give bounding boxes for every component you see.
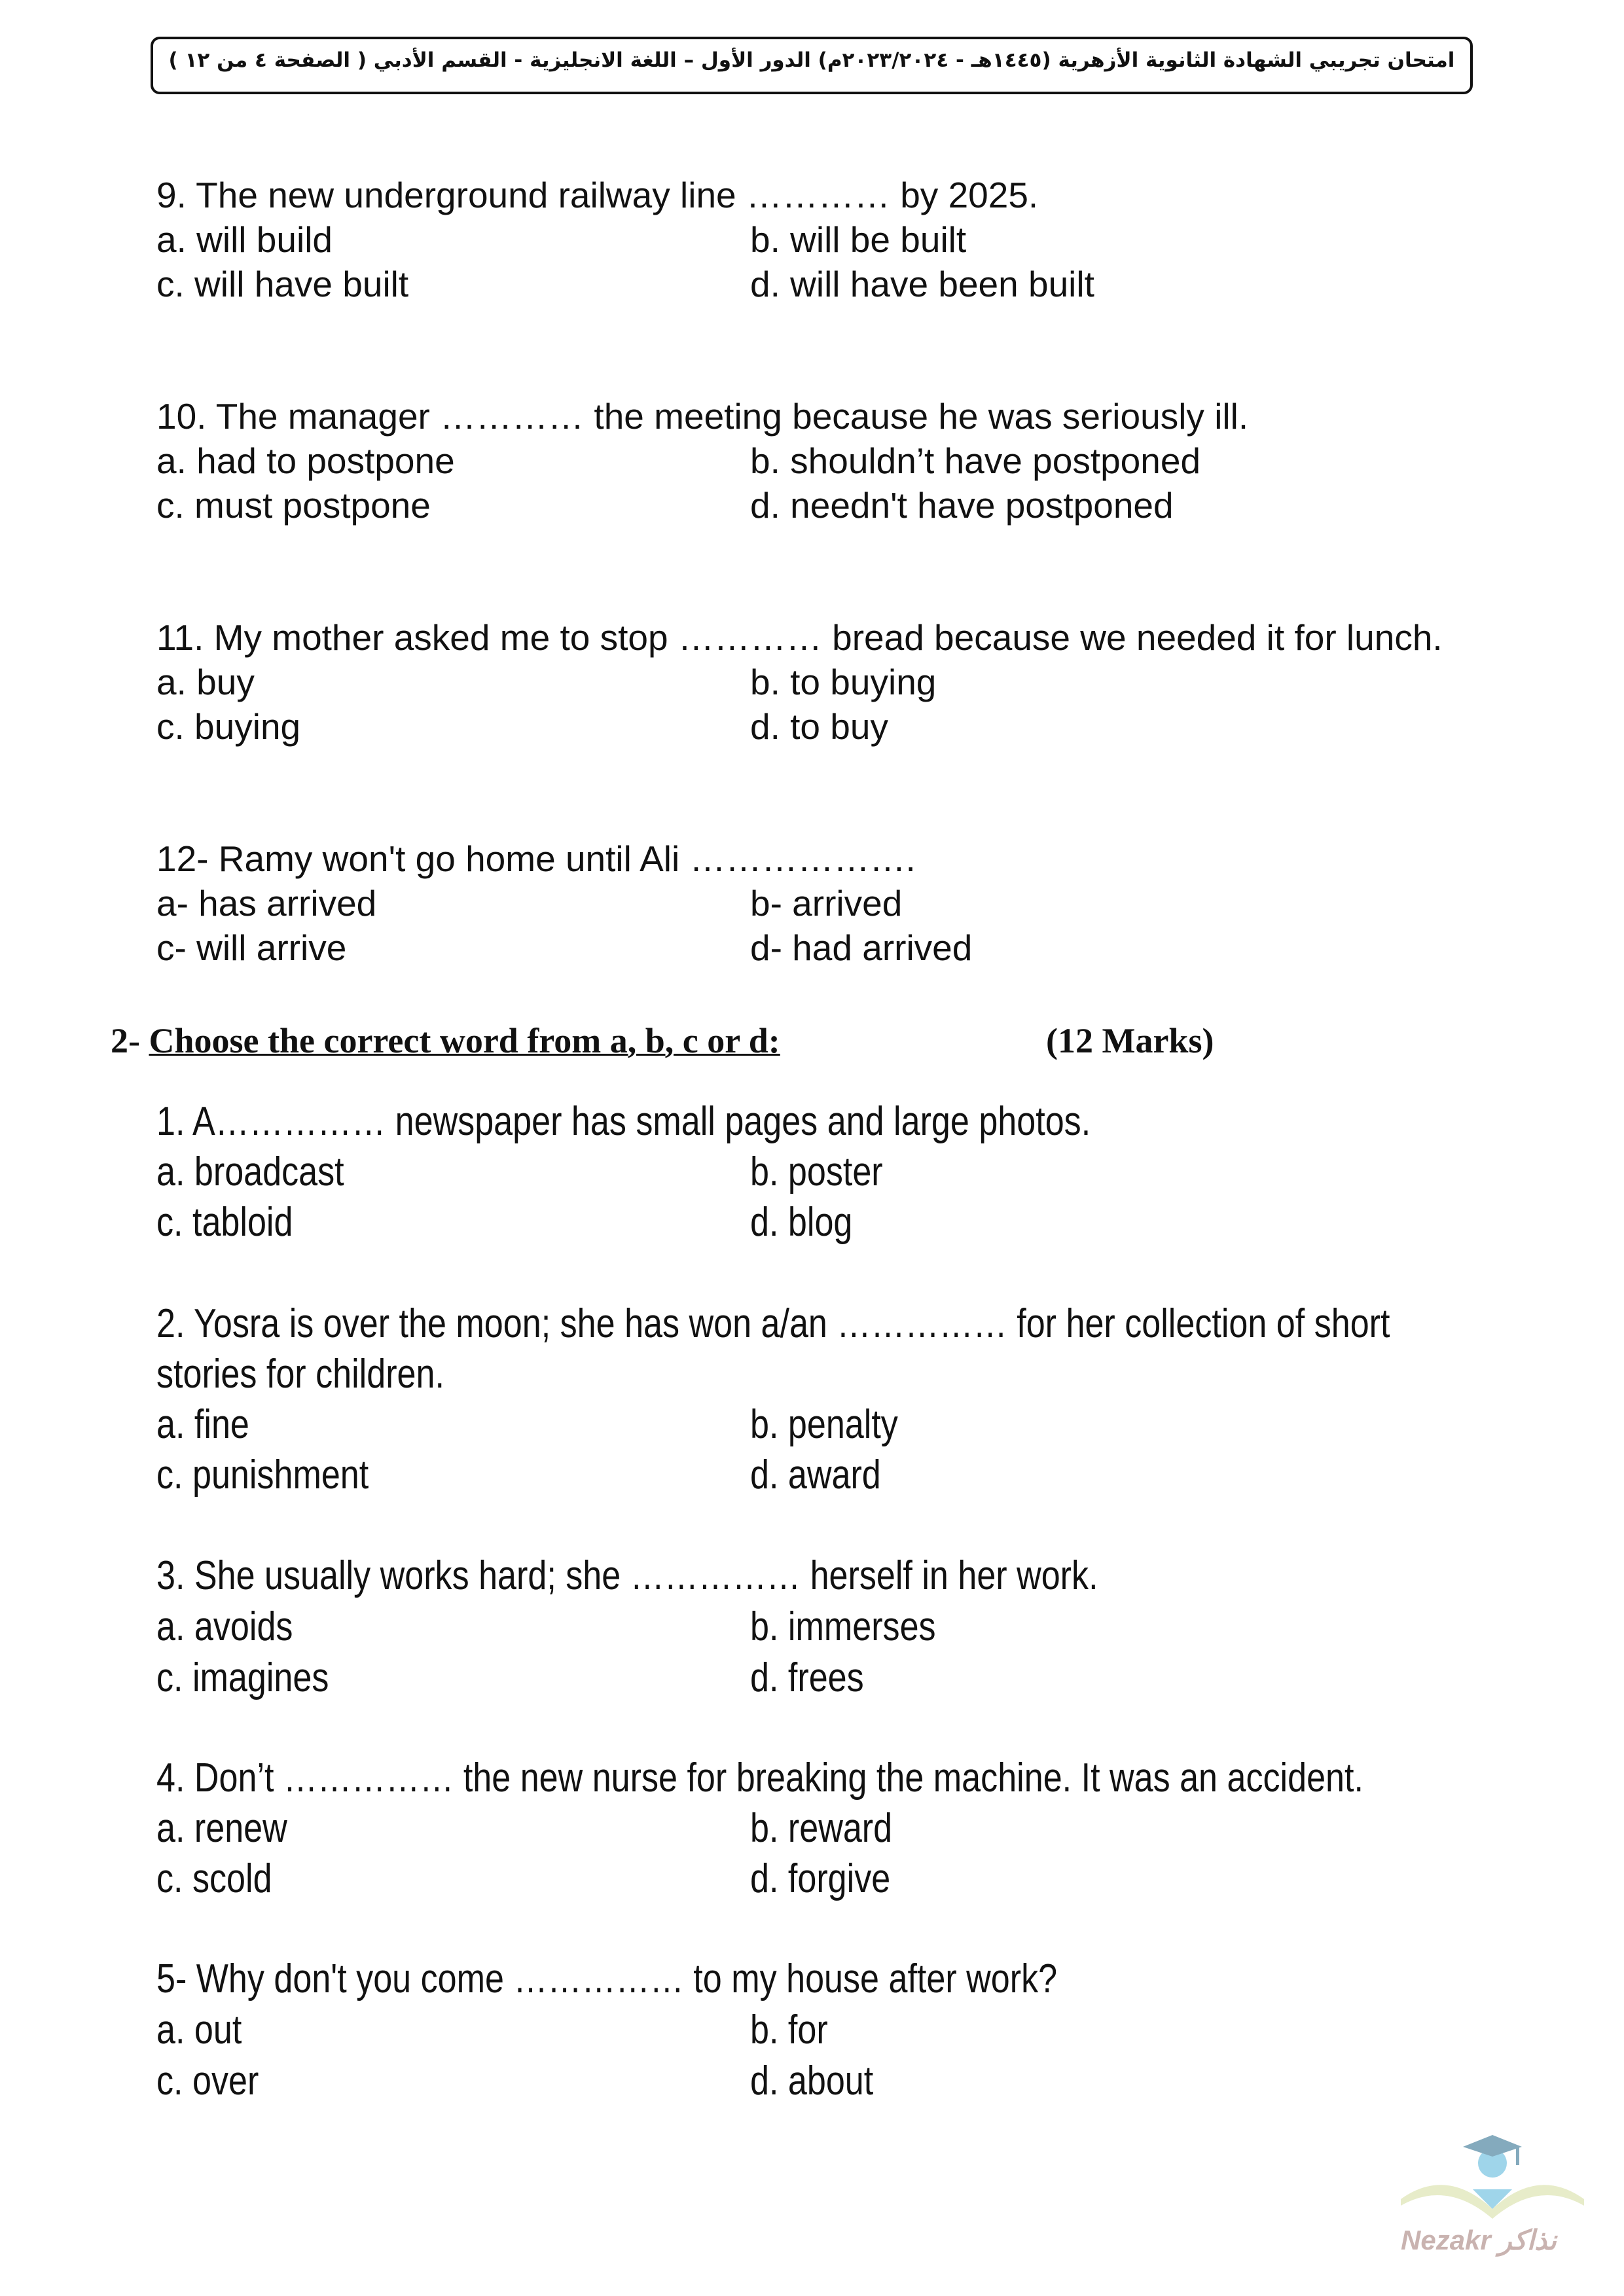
section-marks: (12 Marks) <box>1046 1021 1214 1060</box>
answer-option: a. out <box>156 2007 242 2053</box>
answer-option: b. reward <box>750 1806 893 1851</box>
question-stem: 5- Why don't you come …………… to my house after work? <box>156 1956 1058 2001</box>
question-stem: 4. Don’t …………… the new nurse for breaking the machine. It was an accident. <box>156 1755 1363 1801</box>
answer-option: a. avoids <box>156 1604 293 1649</box>
answer-option: b. to buying <box>750 662 937 702</box>
answer-option: c. scold <box>156 1856 272 1901</box>
answer-option: d. forgive <box>750 1856 891 1901</box>
answer-option: a. will build <box>156 219 333 260</box>
question-stem: 1. A…………… newspaper has small pages and large photos. <box>156 1099 1091 1144</box>
answer-option: d- had arrived <box>750 927 973 968</box>
answer-option: c. over <box>156 2058 259 2104</box>
section-2-heading <box>111 1018 780 1063</box>
answer-option: c. tabloid <box>156 1200 293 1245</box>
question-stem: stories for children. <box>156 1352 444 1397</box>
answer-option: d. blog <box>750 1200 853 1245</box>
answer-option: b. shouldn’t have postponed <box>750 440 1201 481</box>
answer-option: c. punishment <box>156 1452 369 1498</box>
question-stem: 2. Yosra is over the moon; she has won a/an …………… for her collection of short <box>156 1301 1390 1346</box>
answer-option: a. had to postpone <box>156 440 455 481</box>
answer-option: d. needn't have postponed <box>750 485 1174 526</box>
question-stem: 9. The new underground railway line ………… by 2025. <box>156 175 1039 215</box>
answer-option: b. penalty <box>750 1402 898 1447</box>
answer-option: d. frees <box>750 1655 864 1700</box>
answer-option: d. award <box>750 1452 881 1498</box>
answer-option: b- arrived <box>750 883 903 924</box>
answer-option: b. for <box>750 2007 828 2053</box>
logo-text: Nezakr نذاكر <box>1401 2225 1557 2255</box>
answer-option: b. immerses <box>750 1604 936 1649</box>
answer-option: c. must postpone <box>156 485 431 526</box>
answer-option: c- will arrive <box>156 927 347 968</box>
answer-option: b. poster <box>750 1149 883 1194</box>
answer-option: d. about <box>750 2058 874 2104</box>
question-stem: 11. My mother asked me to stop ………… bread because we needed it for lunch. <box>156 617 1443 658</box>
answer-option: c. will have built <box>156 264 409 304</box>
graduate-book-icon <box>1388 2127 1597 2225</box>
nezakr-logo <box>1388 2127 1597 2265</box>
answer-option: a. renew <box>156 1806 287 1851</box>
answer-option: a- has arrived <box>156 883 377 924</box>
answer-option: a. fine <box>156 1402 249 1447</box>
answer-option: d. to buy <box>750 706 888 747</box>
question-stem: 10. The manager ………… the meeting because he was seriously ill. <box>156 396 1249 437</box>
section-instruction: Choose the correct word from a, b, c or d: <box>149 1021 780 1060</box>
answer-option: c. buying <box>156 706 301 747</box>
answer-option: b. will be built <box>750 219 967 260</box>
answer-option: c. imagines <box>156 1655 329 1700</box>
exam-header-title: امتحان تجريبي الشهادة الثانوية الأزهرية (١٤٤٥هـ - ٢٠٢٣/٢٠٢٤م) الدور الأول – اللغة الانجليزية - القسم الأدبي ( الصفحة ٤ من ١٢ ) <box>168 48 1455 72</box>
answer-option: d. will have been built <box>750 264 1094 304</box>
question-stem: 3. She usually works hard; she …………… herself in her work. <box>156 1553 1098 1598</box>
answer-option: a. broadcast <box>156 1149 344 1194</box>
section-number: 2- <box>111 1021 140 1060</box>
question-stem: 12- Ramy won't go home until Ali ………………. <box>156 838 916 879</box>
answer-option: a. buy <box>156 662 255 702</box>
page-header-box <box>151 37 1473 94</box>
